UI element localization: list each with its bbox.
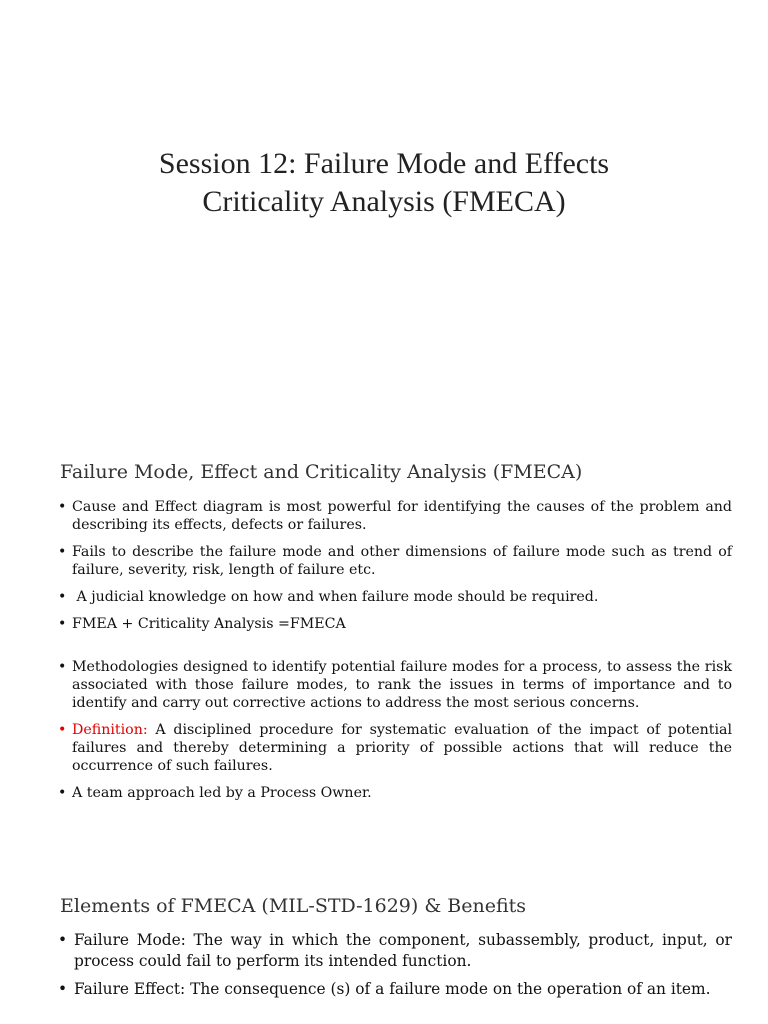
bullet-list bbox=[58, 930, 732, 1007]
bullet-item bbox=[58, 930, 732, 972]
bullet-item bbox=[58, 979, 732, 1000]
fmeca-elements-slide bbox=[0, 864, 768, 1024]
title-slide bbox=[0, 0, 768, 432]
bullet-text: Cause and Effect diagram is most powerful for identifying the causes of the problem and describing its effects, defects or failures. bbox=[72, 499, 732, 533]
bullet-text: Failure Mode: The way in which the component, subassembly, product, input, or process could fail to perform its intended function. bbox=[74, 931, 732, 970]
bullet-dot: • bbox=[58, 616, 67, 632]
bullet-text: A team approach led by a Process Owner. bbox=[72, 785, 372, 801]
session-title-line-1: Session 12: Failure Mode and Effects bbox=[158, 147, 610, 180]
bullet-item bbox=[58, 784, 732, 802]
fmeca-overview-slide bbox=[0, 432, 768, 864]
definition-text: A disciplined procedure for systematic evaluation of the impact of potential failures and thereby determining a priority of possible actions that will reduce the occurrence of such failures. bbox=[72, 722, 732, 774]
bullet-dot: • bbox=[58, 544, 67, 560]
bullet-text: Failure Effect: The consequence (s) of a failure mode on the operation of an item. bbox=[74, 980, 711, 998]
bullet-dot: • bbox=[58, 499, 67, 515]
bullet-item bbox=[58, 588, 732, 606]
bullet-dot: • bbox=[58, 931, 68, 949]
bullet-list bbox=[58, 498, 732, 811]
bullet-item bbox=[58, 543, 732, 579]
bullet-dot: • bbox=[58, 659, 67, 675]
bullet-item bbox=[58, 658, 732, 712]
slide-heading: Elements of FMECA (MIL-STD-1629) & Benefits bbox=[60, 895, 527, 917]
slide-heading: Failure Mode, Effect and Criticality Analysis (FMECA) bbox=[60, 461, 583, 483]
bullet-dot: • bbox=[58, 589, 67, 605]
bullet-dot: • bbox=[58, 722, 67, 738]
bullet-item bbox=[58, 615, 732, 633]
session-title bbox=[64, 145, 704, 221]
bullet-text: Fails to describe the failure mode and other dimensions of failure mode such as trend of failure, severity, risk, length of failure etc. bbox=[72, 544, 732, 578]
session-title-line-2: Criticality Analysis (FMECA) bbox=[202, 185, 566, 218]
bullet-text: A judicial knowledge on how and when failure mode should be required. bbox=[72, 589, 599, 605]
bullet-dot: • bbox=[58, 785, 67, 801]
bullet-text: Methodologies designed to identify potential failure modes for a process, to assess the risk associated with those failure modes, to rank the issues in terms of importance and to identify and carry out corrective actions to address the most serious concerns. bbox=[72, 659, 732, 711]
definition-bullet bbox=[58, 721, 732, 775]
bullet-item bbox=[58, 498, 732, 534]
definition-label: Definition: bbox=[72, 722, 148, 738]
bullet-dot: • bbox=[58, 980, 68, 998]
bullet-text: FMEA + Criticality Analysis =FMECA bbox=[72, 616, 346, 632]
